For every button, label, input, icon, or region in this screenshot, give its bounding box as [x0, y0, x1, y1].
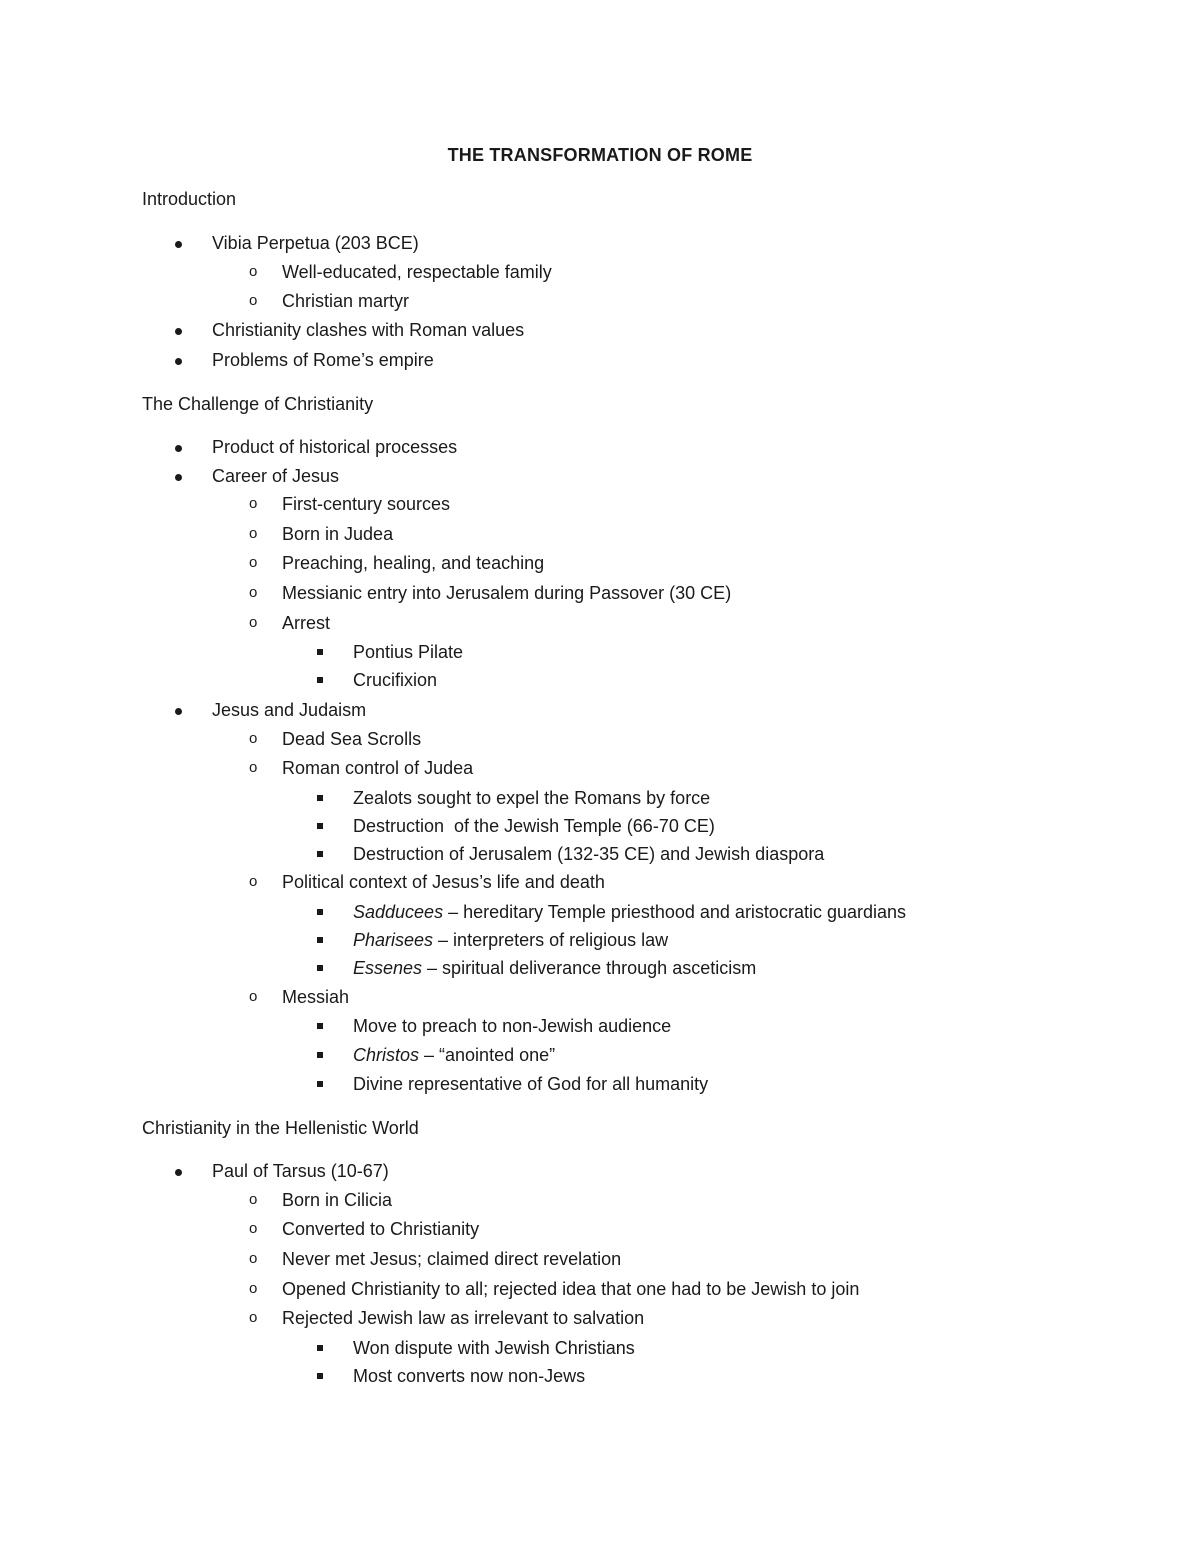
term-pharisees: Pharisees	[353, 930, 434, 950]
square-bullet-icon	[317, 1081, 323, 1087]
circle-bullet-icon: o	[249, 730, 258, 747]
square-bullet-icon	[317, 937, 323, 943]
list-item: o Never met Jesus; claimed direct revelation	[249, 1249, 622, 1269]
circle-bullet-icon: o	[249, 525, 258, 542]
list-item: Essenes – spiritual deliverance through asceticism	[353, 958, 756, 979]
square-bullet-icon	[317, 1345, 323, 1351]
list-item: o Roman control of Judea	[249, 758, 474, 778]
circle-bullet-icon: o	[249, 988, 258, 1005]
list-item: Move to preach to non-Jewish audience	[353, 1016, 671, 1037]
list-item: o Arrest	[249, 613, 331, 633]
bullet-icon	[175, 358, 182, 365]
square-bullet-icon	[317, 823, 323, 829]
list-item: Divine representative of God for all humanity	[353, 1074, 708, 1095]
list-item: Product of historical processes	[212, 437, 457, 458]
list-item: o Messiah	[249, 987, 350, 1007]
section-heading-challenge: The Challenge of Christianity	[142, 394, 374, 414]
circle-bullet-icon: o	[249, 554, 258, 571]
circle-bullet-icon: o	[249, 873, 258, 890]
list-item: Zealots sought to expel the Romans by force	[353, 788, 710, 809]
list-item: Crucifixion	[353, 670, 437, 691]
list-item: o Opened Christianity to all; rejected idea that one had to be Jewish to join	[249, 1279, 860, 1299]
circle-bullet-icon: o	[249, 1220, 258, 1237]
circle-bullet-icon: o	[249, 614, 258, 631]
list-item: Destruction of the Jewish Temple (66-70 CE)	[353, 816, 715, 837]
list-item: Pontius Pilate	[353, 642, 463, 663]
square-bullet-icon	[317, 795, 323, 801]
square-bullet-icon	[317, 1052, 323, 1058]
circle-bullet-icon: o	[249, 759, 258, 776]
square-bullet-icon	[317, 965, 323, 971]
list-item: o Dead Sea Scrolls	[249, 729, 422, 749]
list-item: Won dispute with Jewish Christians	[353, 1338, 635, 1359]
circle-bullet-icon: o	[249, 292, 258, 309]
circle-bullet-icon: o	[249, 1191, 258, 1208]
square-bullet-icon	[317, 851, 323, 857]
square-bullet-icon	[317, 677, 323, 683]
list-item: o Preaching, healing, and teaching	[249, 553, 545, 573]
term-christos: Christos	[353, 1045, 420, 1065]
list-item: Destruction of Jerusalem (132-35 CE) and Jewish diaspora	[353, 844, 824, 865]
bullet-icon	[175, 445, 182, 452]
list-item: Sadducees – hereditary Temple priesthood and aristocratic guardians	[353, 902, 906, 923]
document-title: THE TRANSFORMATION OF ROME	[447, 145, 753, 165]
circle-bullet-icon: o	[249, 1280, 258, 1297]
list-item: o Messianic entry into Jerusalem during Passover (30 CE)	[249, 583, 732, 603]
list-item: o First-century sources	[249, 494, 451, 514]
term-sadducees: Sadducees	[353, 902, 444, 922]
list-item: o Political context of Jesus’s life and death	[249, 872, 605, 892]
square-bullet-icon	[317, 909, 323, 915]
list-item: o Christian martyr	[249, 291, 410, 311]
circle-bullet-icon: o	[249, 1250, 258, 1267]
list-item: Problems of Rome’s empire	[212, 350, 434, 371]
square-bullet-icon	[317, 1373, 323, 1379]
list-item: o Rejected Jewish law as irrelevant to salvation	[249, 1308, 645, 1328]
term-essenes: Essenes	[353, 958, 423, 978]
square-bullet-icon	[317, 649, 323, 655]
circle-bullet-icon: o	[249, 1309, 258, 1326]
list-item: o Well-educated, respectable family	[249, 262, 552, 282]
circle-bullet-icon: o	[249, 495, 258, 512]
list-item: Vibia Perpetua (203 BCE)	[212, 233, 419, 254]
list-item: o Converted to Christianity	[249, 1219, 480, 1239]
list-item: o Born in Judea	[249, 524, 394, 544]
bullet-icon	[175, 241, 182, 248]
square-bullet-icon	[317, 1023, 323, 1029]
section-heading-introduction: Introduction	[142, 189, 237, 209]
list-item: Pharisees – interpreters of religious law	[353, 930, 668, 951]
list-item: Paul of Tarsus (10-67)	[212, 1161, 389, 1182]
circle-bullet-icon: o	[249, 584, 258, 601]
bullet-icon	[175, 328, 182, 335]
list-item: Career of Jesus	[212, 466, 339, 487]
list-item: Most converts now non-Jews	[353, 1366, 585, 1387]
bullet-icon	[175, 708, 182, 715]
list-item: Christos – “anointed one”	[353, 1045, 555, 1066]
section-heading-hellenistic: Christianity in the Hellenistic World	[142, 1118, 419, 1138]
bullet-icon	[175, 1169, 182, 1176]
list-item: Jesus and Judaism	[212, 700, 366, 721]
list-item: o Born in Cilicia	[249, 1190, 393, 1210]
circle-bullet-icon: o	[249, 263, 258, 280]
bullet-icon	[175, 474, 182, 481]
list-item: Christianity clashes with Roman values	[212, 320, 524, 341]
